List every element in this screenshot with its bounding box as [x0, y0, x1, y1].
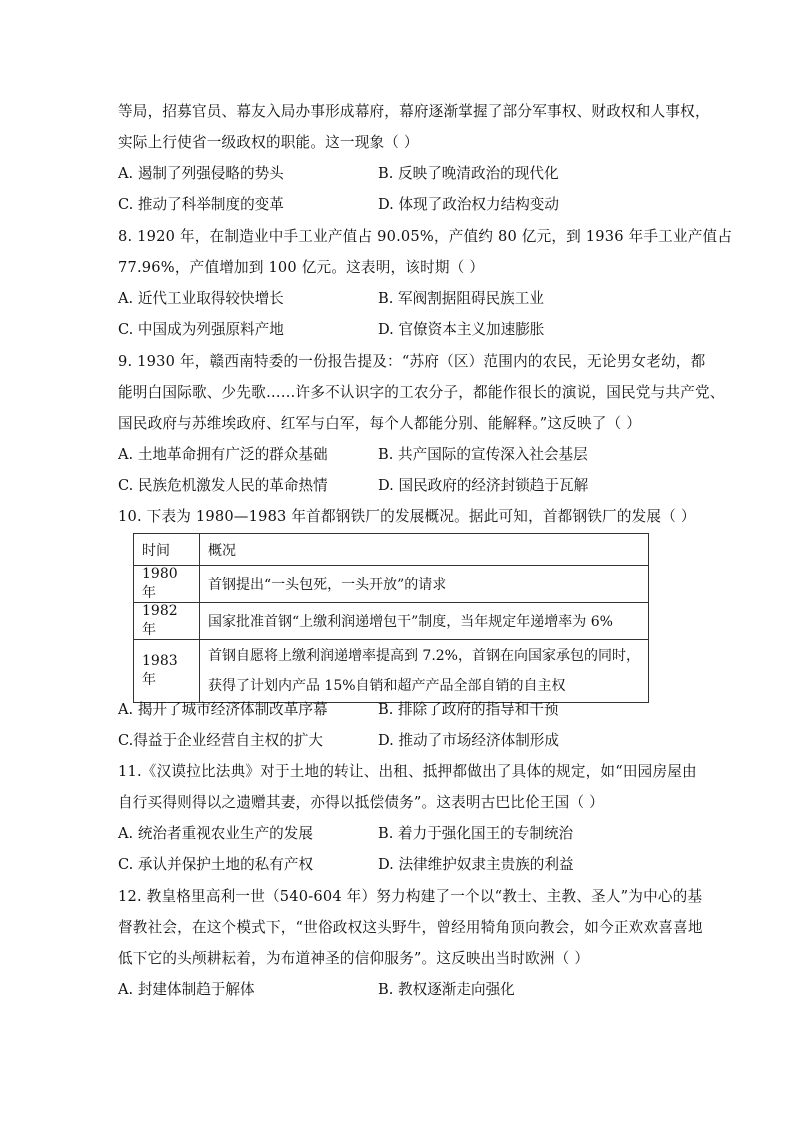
- q7-stem-line-2: 实际上行使省一级政权的职能。这一现象（ ）: [118, 134, 419, 151]
- q7-option-a: A. 遏制了列强侵略的势头: [118, 165, 284, 182]
- q9-stem-line-2: 能明白国际歌、少先歌……许多不认识字的工农分子，都能作很长的演说，国民党与共产党、: [118, 384, 725, 401]
- q8-stem-line-1: 8. 1920 年，在制造业中手工业产值占 90.05%，产值约 80 亿元，到 1936 年手工业产值占: [118, 228, 733, 245]
- q11-stem-line-2: 自行买得则得以之遗赠其妻，亦得以抵偿债务”。这表明古巴比伦王国（ ）: [118, 794, 604, 811]
- q10-option-c: C.得益于企业经营自主权的扩大: [118, 732, 324, 749]
- table-cell-year: 1983 年: [134, 640, 200, 703]
- q11-option-b: B. 着力于强化国王的专制统治: [378, 825, 574, 842]
- q10-option-a: A. 揭开了城市经济体制改革序幕: [118, 701, 328, 718]
- q7-option-c: C. 推动了科举制度的变革: [118, 196, 284, 213]
- q12-option-a: A. 封建体制趋于解体: [118, 981, 255, 998]
- q7-stem-line-1: 等局，招募官员、幕友入局办事形成幕府，幕府逐渐掌握了部分军事权、财政权和人事权，: [118, 103, 710, 120]
- table-cell-overview: 首钢提出“一头包死，一头开放”的请求: [199, 566, 648, 603]
- table-row: [134, 640, 649, 703]
- q7-option-d: D. 体现了政治权力结构变动: [378, 196, 559, 213]
- table-row: [134, 603, 649, 640]
- table-cell-overview-line-2: 获得了计划内产品 15%自销和超产产品全部自销的自主权: [207, 678, 566, 694]
- q10-option-b: B. 排除了政府的指导和干预: [378, 701, 559, 718]
- table-cell-overview: [199, 640, 648, 703]
- q11-option-c: C. 承认并保护土地的私有产权: [118, 856, 314, 873]
- table-header-row: [134, 534, 649, 566]
- q10-stem-line-1: 10. 下表为 1980—1983 年首都钢铁厂的发展概况。据此可知，首都钢铁厂的发展（ ）: [118, 508, 696, 525]
- q11-stem-line-1: 11.《汉谟拉比法典》对于土地的转让、出租、抵押都做出了具体的规定，如“田园房屋由: [118, 763, 697, 780]
- q8-option-d: D. 官僚资本主义加速膨胀: [378, 321, 545, 338]
- table-cell-overview-line-1: 首钢自愿将上缴利润递增率提高到 7.2%，首钢在向国家承包的同时，: [207, 648, 640, 664]
- q12-stem-line-2: 督教社会，在这个模式下，“世俗政权这头野牛，曾经用犄角顶向教会，如今正欢欢喜喜地: [118, 919, 703, 936]
- q9-option-d: D. 国民政府的经济封锁趋于瓦解: [378, 477, 589, 494]
- q9-option-a: A. 土地革命拥有广泛的群众基础: [118, 446, 328, 463]
- q8-stem-line-2: 77.96%，产值增加到 100 亿元。这表明，该时期（ ）: [118, 259, 485, 276]
- q12-option-b: B. 教权逐渐走向强化: [378, 981, 515, 998]
- q8-option-c: C. 中国成为列强原料产地: [118, 321, 284, 338]
- table-row: [134, 566, 649, 603]
- q11-option-a: A. 统治者重视农业生产的发展: [118, 825, 313, 842]
- table-cell-year: 1982 年: [134, 603, 200, 640]
- q10-data-table: [133, 533, 649, 703]
- q12-stem-line-3: 低下它的头颅耕耘着，为布道神圣的信仰服务”。这反映出当时欧洲（ ）: [118, 950, 590, 967]
- q9-option-c: C. 民族危机激发人民的革命热情: [118, 477, 328, 494]
- q7-option-b: B. 反映了晚清政治的现代化: [378, 165, 559, 182]
- table-header-time: 时间: [134, 534, 200, 566]
- table-cell-overview: 国家批准首钢“上缴利润递增包干”制度，当年规定年递增率为 6%: [199, 603, 648, 640]
- q10-option-d: D. 推动了市场经济体制形成: [378, 732, 559, 749]
- table-cell-year: 1980 年: [134, 566, 200, 603]
- q8-option-a: A. 近代工业取得较快增长: [118, 290, 284, 307]
- q11-option-d: D. 法律维护奴隶主贵族的利益: [378, 856, 574, 873]
- table-header-overview: 概况: [199, 534, 648, 566]
- q9-stem-line-3: 国民政府与苏维埃政府、红军与白军，每个人都能分别、能解释。”这反映了（ ）: [118, 415, 641, 432]
- q12-stem-line-1: 12. 教皇格里高利一世（540-604 年）努力构建了一个以“教士、主教、圣人”为中心的基: [118, 888, 703, 905]
- q9-stem-line-1: 9. 1930 年，赣西南特委的一份报告提及：“苏府（区）范围内的农民，无论男女老幼，都: [118, 353, 706, 370]
- q8-option-b: B. 军阀割据阻碍民族工业: [378, 290, 544, 307]
- q9-option-b: B. 共产国际的宣传深入社会基层: [378, 446, 588, 463]
